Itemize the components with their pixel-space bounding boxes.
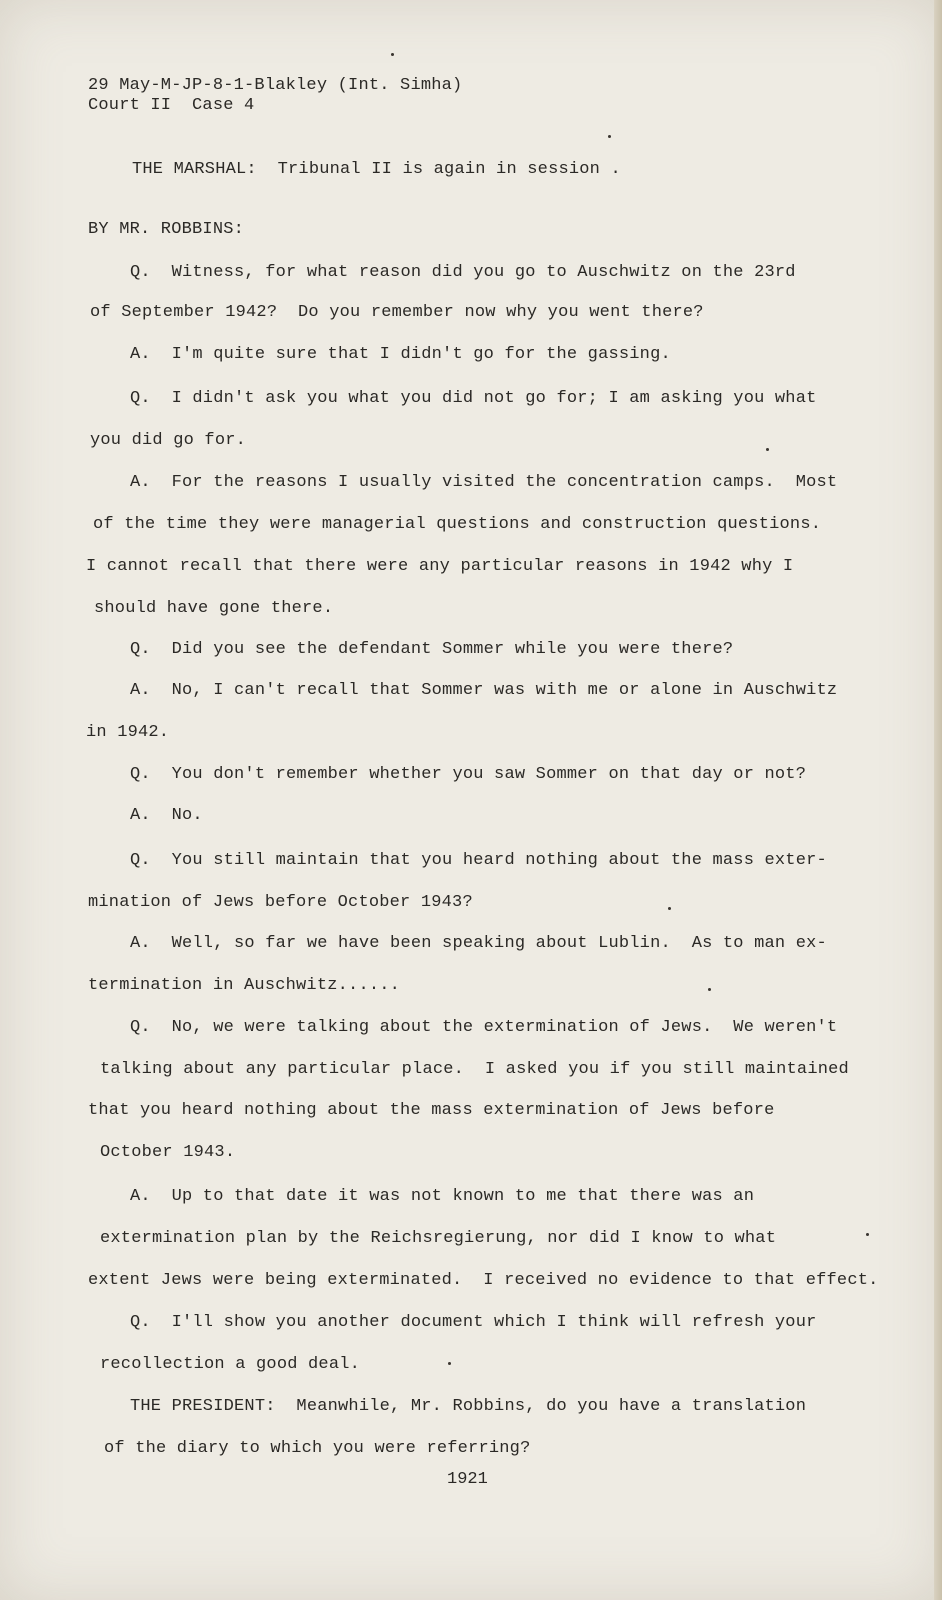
ink-speck — [391, 53, 394, 56]
text-line: extent Jews were being exterminated. I received no evidence to that effect. — [88, 1271, 879, 1290]
text-line: Q. You still maintain that you heard nothing about the mass exter- — [130, 851, 827, 870]
text-line: you did go for. — [90, 431, 247, 450]
text-line: mination of Jews before October 1943? — [88, 893, 473, 912]
text-line: THE PRESIDENT: Meanwhile, Mr. Robbins, do you have a translation — [130, 1397, 807, 1416]
header-line-1: 29 May-M-JP-8-1-Blakley (Int. Simha) — [88, 76, 463, 95]
text-line: I cannot recall that there were any particular reasons in 1942 why I — [86, 557, 794, 576]
text-line: A. Up to that date it was not known to me that there was an — [130, 1187, 755, 1206]
text-line: BY MR. ROBBINS: — [88, 220, 245, 239]
header-line-2: Court II Case 4 — [88, 96, 255, 115]
text-line: talking about any particular place. I asked you if you still maintained — [100, 1060, 849, 1079]
text-line: of the diary to which you were referring? — [104, 1439, 531, 1458]
ink-speck — [668, 907, 671, 910]
text-line: termination in Auschwitz...... — [88, 976, 401, 995]
text-line: that you heard nothing about the mass extermination of Jews before — [88, 1101, 775, 1120]
text-line: of September 1942? Do you remember now why you went there? — [90, 303, 704, 322]
page-number: 1921 — [447, 1470, 488, 1489]
text-line: extermination plan by the Reichsregierung, nor did I know to what — [100, 1229, 777, 1248]
text-line: recollection a good deal. — [100, 1355, 361, 1374]
text-line: Q. You don't remember whether you saw Sommer on that day or not? — [130, 765, 807, 784]
text-line: A. No. — [130, 806, 203, 825]
text-line: Q. Witness, for what reason did you go to Auschwitz on the 23rd — [130, 263, 796, 282]
text-line: A. For the reasons I usually visited the concentration camps. Most — [130, 473, 838, 492]
ink-speck — [708, 988, 711, 991]
text-line: A. I'm quite sure that I didn't go for the gassing. — [130, 345, 671, 364]
text-line: Q. I didn't ask you what you did not go for; I am asking you what — [130, 389, 817, 408]
text-line: Q. Did you see the defendant Sommer while you were there? — [130, 640, 734, 659]
text-line: October 1943. — [100, 1143, 236, 1162]
ink-speck — [866, 1233, 869, 1236]
text-line: THE MARSHAL: Tribunal II is again in session . — [132, 160, 621, 179]
text-line: A. Well, so far we have been speaking about Lublin. As to man ex- — [130, 934, 827, 953]
text-line: of the time they were managerial questions and construction questions. — [93, 515, 822, 534]
ink-speck — [608, 135, 611, 138]
text-line: in 1942. — [86, 723, 170, 742]
text-line: A. No, I can't recall that Sommer was with me or alone in Auschwitz — [130, 681, 838, 700]
text-line: Q. No, we were talking about the extermination of Jews. We weren't — [130, 1018, 838, 1037]
text-line: should have gone there. — [94, 599, 334, 618]
page-edge — [934, 0, 942, 1600]
ink-speck — [448, 1362, 451, 1365]
ink-speck — [766, 448, 769, 451]
text-line: Q. I'll show you another document which I think will refresh your — [130, 1313, 817, 1332]
